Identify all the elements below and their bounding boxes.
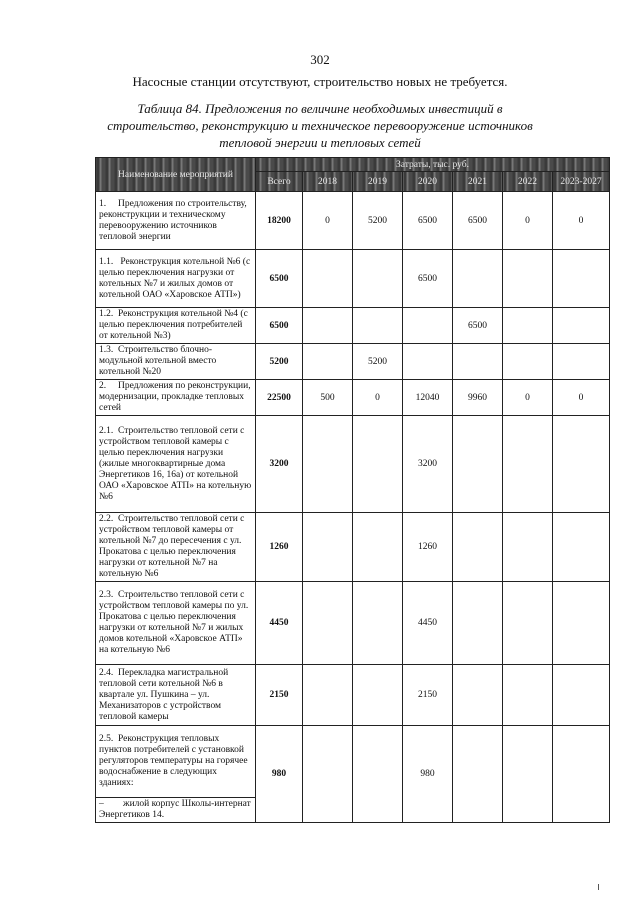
row-value: 5200 [353,344,403,380]
row-value: 0 [503,192,553,250]
row-name: 1. Предложения по строительству, реконструкции и техническому перевооружению источников тепловой энергии [96,192,256,250]
row-value [453,665,503,726]
row-value [353,308,403,344]
row-value: 0 [503,380,553,416]
row-value: 2150 [403,665,453,726]
row-value [503,582,553,665]
row-value: 12040 [403,380,453,416]
row-value: 9960 [453,380,503,416]
row-value: 6500 [453,192,503,250]
header-col-total: Всего [256,172,303,192]
row-value: 500 [303,380,353,416]
table-row [96,192,610,250]
row-name: 2.1. Строительство тепловой сети с устройством тепловой камеры с целью переключения нагрузки (жилые многоквартирные дома Энергетиков 16, 16а) от котельной ОАО «Харовское АТП» на котельную №6 [96,416,256,513]
row-value [353,250,403,308]
row-total: 3200 [256,416,303,513]
header-col-year: 2022 [503,172,553,192]
table-row [96,344,610,380]
row-value [303,250,353,308]
row-value [453,416,503,513]
row-value [503,344,553,380]
row-total: 980 [256,726,303,823]
intro-text: Насосные станции отсутствуют, строительство новых не требуется. [132,74,508,89]
row-value [503,250,553,308]
row-value [453,582,503,665]
row-value [553,344,610,380]
row-total: 18200 [256,192,303,250]
row-name: 1.1. Реконструкция котельной №6 (с целью переключения нагрузки от котельных №7 и жилых домов от котельной ОАО «Харовское АТП») [96,250,256,308]
table-header [96,158,610,192]
sub-row-text: жилой корпус Школы-интернат Энергетиков 14. [99,799,251,820]
table-body [96,192,610,823]
table-row [96,726,610,798]
row-value [453,513,503,582]
row-value: 6500 [453,308,503,344]
row-name: 1.2. Реконструкция котельной №4 (с целью переключения потребителей от котельной №3) [96,308,256,344]
row-total: 2150 [256,665,303,726]
table-row [96,416,610,513]
row-total: 6500 [256,250,303,308]
row-value: 0 [303,192,353,250]
row-value: 4450 [403,582,453,665]
row-value: 3200 [403,416,453,513]
row-value [553,513,610,582]
row-value [553,250,610,308]
row-name: 2.5. Реконструкция тепловых пунктов потребителей с установкой регуляторов температуры на горячее водоснабжение в следующих зданиях: [96,726,256,798]
row-name: 2.2. Строительство тепловой сети с устройством тепловой камеры от котельной №7 до пересечения с ул. Прокатова с целью переключения нагрузки от котельной №7 на котельную №6 [96,513,256,582]
table-row [96,308,610,344]
row-value [353,416,403,513]
header-col-year: 2023-2027 [553,172,610,192]
row-total: 6500 [256,308,303,344]
row-value [303,308,353,344]
table-row [96,513,610,582]
row-value [503,416,553,513]
scan-mark [598,884,599,890]
row-name: 2. Предложения по реконструкции, модернизации, прокладке тепловых сетей [96,380,256,416]
row-value [303,513,353,582]
row-value [453,250,503,308]
table-caption: Таблица 84. Предложения по величине необходимых инвестиций в строительство, реконструкцию и техническое перевооружение источников тепловой энергии и тепловых сетей [107,101,533,150]
row-value [453,344,503,380]
row-name: 2.3. Строительство тепловой сети с устройством тепловой камеры по ул. Прокатова с целью переключения нагрузки от котельной №7 и жилых домов котельной «Харовское АТП» на котельную №6 [96,582,256,665]
row-value: 0 [353,380,403,416]
table-row [96,665,610,726]
row-value [453,726,503,823]
row-value [353,513,403,582]
header-col-year: 2018 [303,172,353,192]
row-value [353,582,403,665]
row-value [303,416,353,513]
row-total: 1260 [256,513,303,582]
row-value: 1260 [403,513,453,582]
row-value: 980 [403,726,453,823]
row-value: 6500 [403,250,453,308]
row-value [553,416,610,513]
row-value [553,726,610,823]
row-value [303,344,353,380]
row-value [303,665,353,726]
row-total: 4450 [256,582,303,665]
row-value: 0 [553,192,610,250]
row-value [403,344,453,380]
header-group-label: Затраты, тыс. руб. [256,158,610,172]
row-value [503,665,553,726]
row-value [303,582,353,665]
header-col-year: 2020 [403,172,453,192]
row-value [553,308,610,344]
row-value [503,308,553,344]
header-name-col: Наименование мероприятий [96,158,256,192]
row-value: 6500 [403,192,453,250]
row-value: 5200 [353,192,403,250]
row-value [303,726,353,823]
sub-row-name [96,798,256,823]
row-name: 2.4. Перекладка магистральной тепловой сети котельной №6 в квартале ул. Пушкина – ул. Механизаторов с устройством тепловой камеры [96,665,256,726]
row-name: 1.3. Строительство блочно-модульной котельной вместо котельной №20 [96,344,256,380]
table-row [96,380,610,416]
investment-table [95,157,610,823]
row-value [403,308,453,344]
row-value: 0 [553,380,610,416]
page-number: 302 [310,52,330,67]
header-col-year: 2021 [453,172,503,192]
row-total: 5200 [256,344,303,380]
row-value [503,513,553,582]
row-total: 22500 [256,380,303,416]
row-value [503,726,553,823]
list-dash: – [99,799,104,809]
row-value [553,582,610,665]
header-col-year: 2019 [353,172,403,192]
table-row [96,582,610,665]
row-value [353,665,403,726]
row-value [553,665,610,726]
row-value [353,726,403,823]
table-row [96,250,610,308]
